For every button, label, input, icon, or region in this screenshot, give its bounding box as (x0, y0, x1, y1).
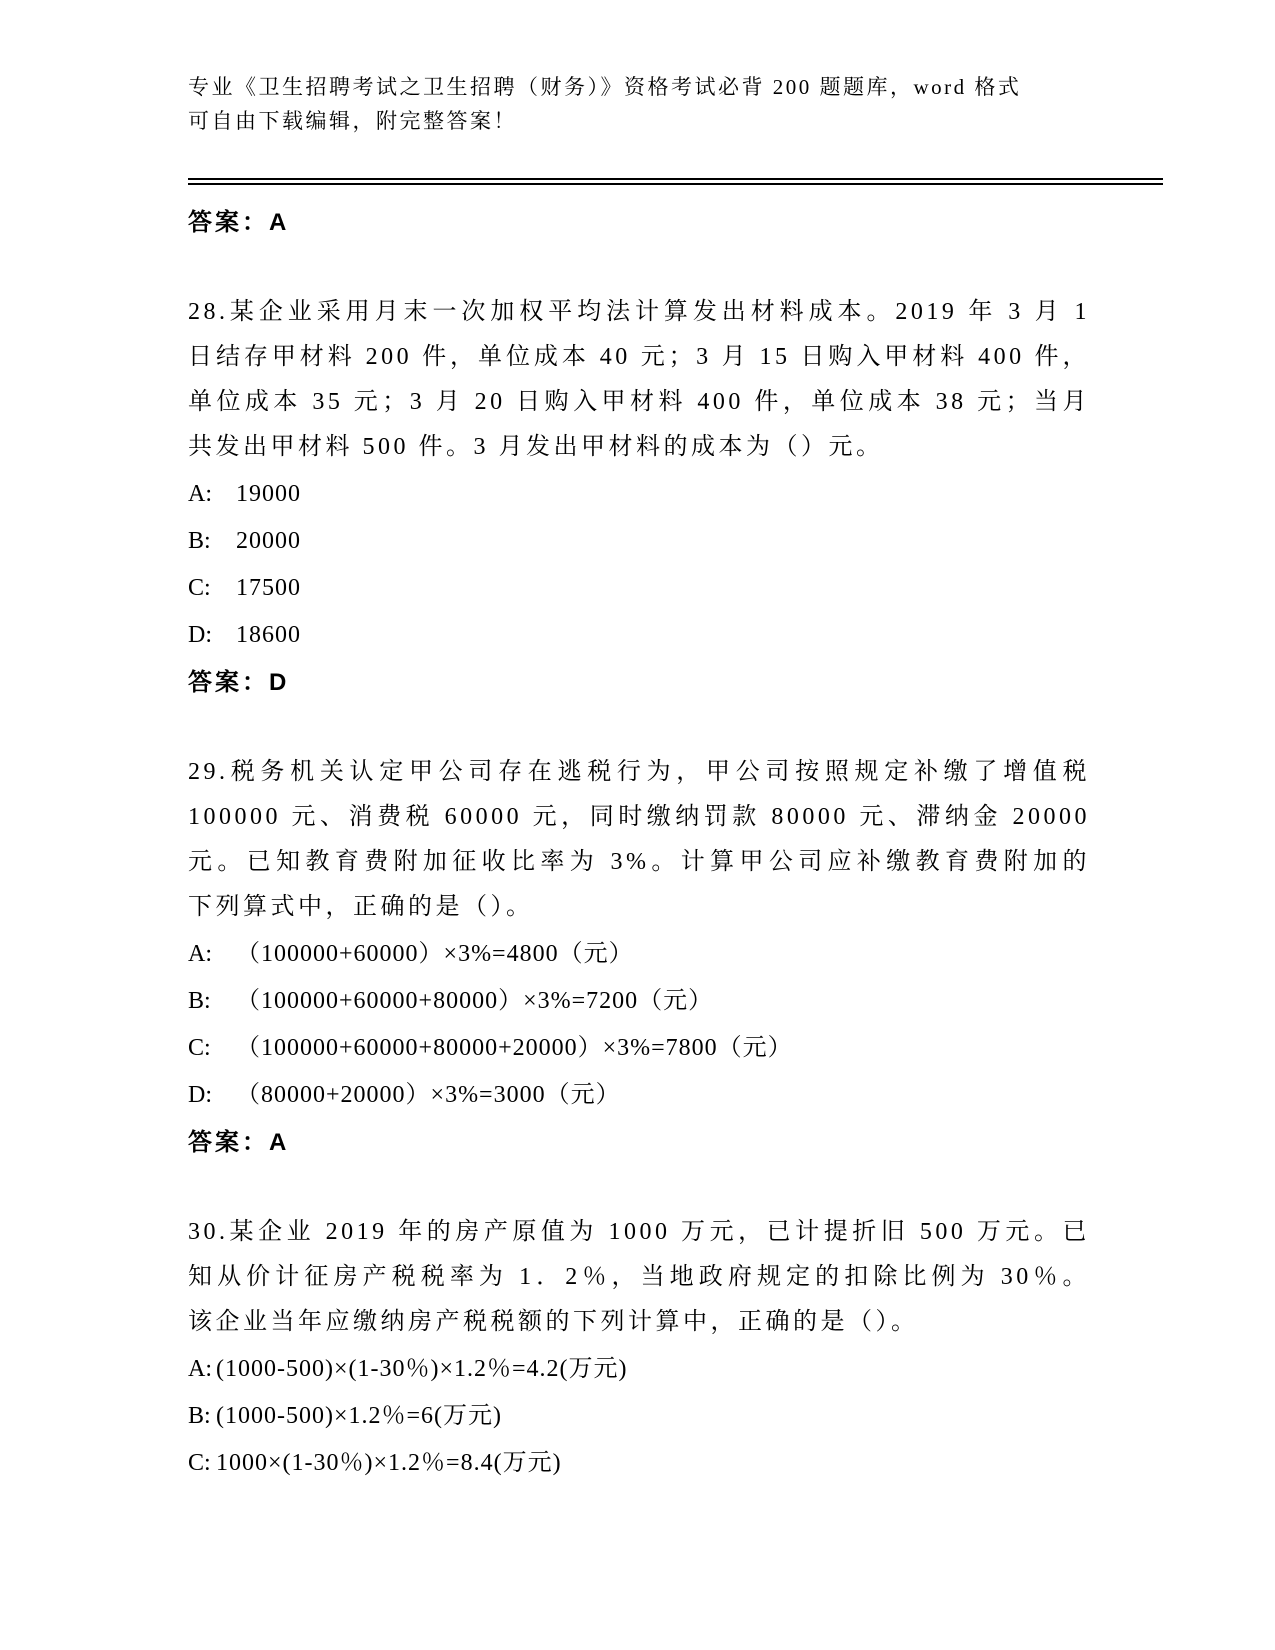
option-text: (1000-500)×(1-30％)×1.2％=4.2(万元) (216, 1356, 628, 1382)
question-28 (188, 290, 1090, 705)
option-label: A: (188, 941, 212, 967)
option-label: C: (188, 1035, 211, 1061)
header-line-2: 可自由下载编辑，附完整答案！ (188, 109, 517, 133)
header-divider-rule (188, 178, 1163, 185)
question-text-line: 日结存甲材料 200 件，单位成本 40 元；3 月 15 日购入甲材料 400 件， (188, 344, 1090, 370)
answer-line-carryover: 答案：A (188, 209, 290, 236)
option-text: （100000+60000+80000+20000）×3%=7800（元） (236, 1035, 793, 1061)
answer-line-q29: 答案：A (188, 1129, 290, 1156)
question-text-line: 下列算式中，正确的是（）。 (188, 894, 534, 920)
option-text: 17500 (236, 575, 301, 601)
option-b (188, 979, 1090, 1024)
option-label: D: (188, 622, 212, 648)
option-c (188, 1026, 1090, 1071)
option-a (188, 472, 1090, 517)
option-c (188, 566, 1090, 611)
option-d (188, 1073, 1090, 1118)
option-text: 18600 (236, 622, 301, 648)
option-c (188, 1441, 1090, 1486)
option-text: 1000×(1-30％)×1.2％=8.4(万元) (216, 1450, 562, 1476)
question-text-line: 单位成本 35 元；3 月 20 日购入甲材料 400 件，单位成本 38 元；当月 (188, 389, 1090, 415)
document-content (188, 0, 1090, 1486)
option-label: B: (188, 1403, 211, 1429)
option-text: (1000-500)×1.2％=6(万元) (216, 1403, 503, 1429)
question-text-line: 知从价计征房产税税率为 1．2％，当地政府规定的扣除比例为 30％。 (188, 1264, 1090, 1290)
answer-line-q28: 答案：D (188, 669, 290, 696)
question-29 (188, 750, 1090, 1165)
option-text: 19000 (236, 481, 301, 507)
option-label: A: (188, 481, 212, 507)
question-text-line: 共发出甲材料 500 件。3 月发出甲材料的成本为（）元。 (188, 434, 884, 460)
option-text: 20000 (236, 528, 301, 554)
option-text: （80000+20000）×3%=3000（元） (236, 1082, 621, 1108)
question-text-line: 元。已知教育费附加征收比率为 3%。计算甲公司应补缴教育费附加的 (188, 849, 1090, 875)
option-label: C: (188, 575, 211, 601)
option-label: B: (188, 528, 211, 554)
question-text-line: 100000 元、消费税 60000 元，同时缴纳罚款 80000 元、滞纳金 20000 (188, 804, 1090, 830)
question-text-line: 该企业当年应缴纳房产税税额的下列计算中，正确的是（）。 (188, 1309, 919, 1335)
question-text-line: 29.税务机关认定甲公司存在逃税行为，甲公司按照规定补缴了增值税 (188, 759, 1090, 785)
option-d (188, 613, 1090, 658)
option-text: （100000+60000+80000）×3%=7200（元） (236, 988, 714, 1014)
question-text-line: 28.某企业采用月末一次加权平均法计算发出材料成本。2019 年 3 月 1 (188, 299, 1090, 325)
option-b (188, 1394, 1090, 1439)
header-line-1: 专业《卫生招聘考试之卫生招聘（财务）》资格考试必背 200 题题库，word 格式 (188, 75, 1022, 99)
option-a (188, 932, 1090, 977)
question-30 (188, 1210, 1090, 1486)
document-header (188, 70, 1090, 138)
option-label: B: (188, 988, 211, 1014)
option-label: C: (188, 1450, 211, 1476)
option-label: D: (188, 1082, 212, 1108)
question-text-line: 30.某企业 2019 年的房产原值为 1000 万元，已计提折旧 500 万元。已 (188, 1219, 1090, 1245)
option-b (188, 519, 1090, 564)
option-a (188, 1347, 1090, 1392)
option-text: （100000+60000）×3%=4800（元） (236, 941, 634, 967)
option-label: A: (188, 1356, 212, 1382)
